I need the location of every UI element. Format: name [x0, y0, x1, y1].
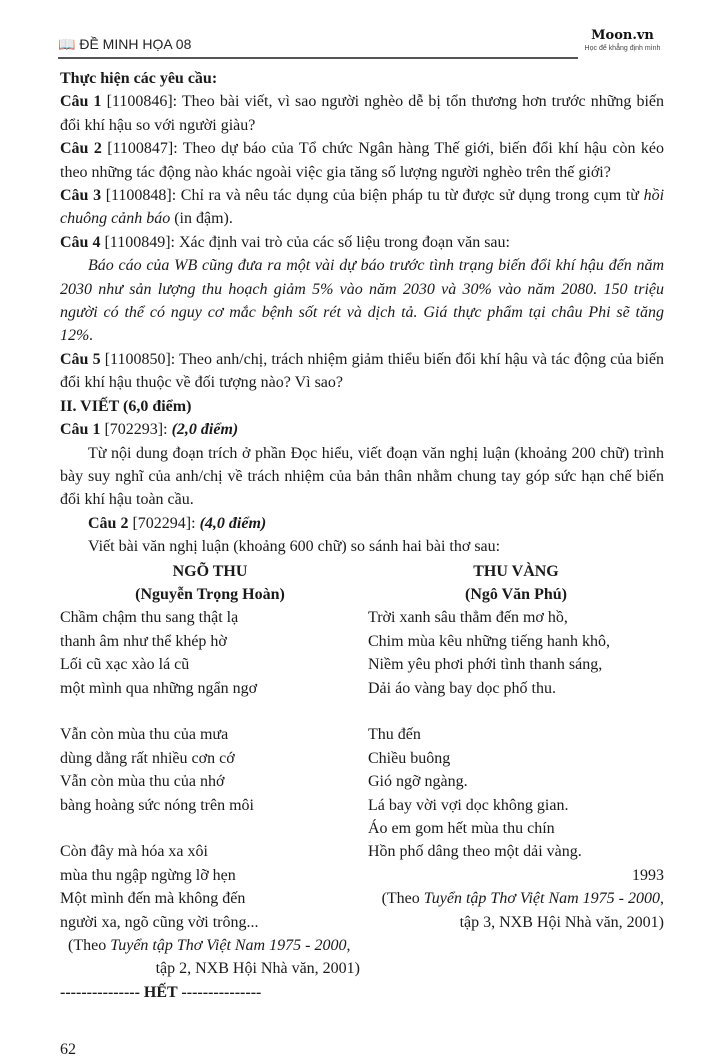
poem-line: Chầm chậm thu sang thật lạ	[60, 609, 239, 627]
poems	[60, 560, 664, 981]
page-number: 62	[60, 1041, 76, 1059]
moon-logo	[580, 28, 665, 52]
poem-line: Niềm yêu phơi phới tình thanh sáng,	[368, 656, 603, 674]
poem-line: Gió ngỡ ngàng.	[368, 773, 468, 791]
question-4: Câu 4 [1100849]: Xác định vai trò của các số liệu trong đoạn văn sau:	[60, 233, 510, 251]
poem-source-line2: tập 2, NXB Hội Nhà văn, 2001)	[155, 960, 360, 978]
poem-year: 1993	[632, 866, 664, 884]
poem-line: Trời xanh sâu thẳm đến mơ hồ,	[368, 609, 568, 627]
end-mark: --------------- HẾT ---------------	[60, 983, 262, 1001]
poem-source: (Theo Tuyển tập Thơ Việt Nam 1975 - 2000,	[68, 937, 351, 954]
poem-source: (Theo Tuyển tập Thơ Việt Nam 1975 - 2000,	[381, 890, 664, 908]
poem-line: Vẫn còn mùa thu của nhớ	[60, 773, 225, 791]
poem-line: Hồn phố dâng theo một dải vàng.	[368, 843, 582, 861]
poem-line: Chim mùa kêu những tiếng hanh khô,	[368, 632, 610, 650]
writing-heading: II. VIẾT (6,0 điểm)	[60, 397, 192, 415]
writing-q1-title: Câu 1 [702293]: (2,0 điểm)	[60, 421, 239, 439]
poem-line: Lá bay vời vợi dọc không gian.	[368, 796, 569, 814]
stanza-gap	[60, 817, 360, 840]
header-divider	[58, 57, 578, 59]
poem-line: mùa thu ngập ngừng lỡ hẹn	[60, 866, 236, 884]
poem-line: Chiều buông	[368, 749, 451, 767]
poem-line: Còn đây mà hóa xa xôi	[60, 843, 208, 861]
poem-title: THU VÀNG	[473, 562, 559, 580]
poem-line: Áo em gom hết mùa thu chín	[368, 819, 555, 837]
exam-title-text: ĐỀ MINH HỌA 08	[79, 36, 192, 52]
writing-q2-text: Viết bài văn nghị luận (khoảng 600 chữ) so sánh hai bài thơ sau:	[88, 538, 501, 556]
poem-line: Dải áo vàng bay dọc phố thu.	[368, 679, 556, 697]
logo-tagline: Học để khẳng định mình	[584, 45, 661, 52]
poem-line: một mình qua những ngẩn ngơ	[60, 679, 258, 697]
poem-source-line2: tập 3, NXB Hội Nhà văn, 2001)	[459, 913, 664, 931]
poem-title: NGÕ THU	[172, 562, 248, 580]
question-3: Câu 3 [1100848]: Chỉ ra và nêu tác dụng của biện pháp tu từ được sử dụng trong cụm từ hồi chuông cảnh báo (in đậm).	[60, 187, 665, 228]
writing-q1-text: Từ nội dung đoạn trích ở phần Đọc hiểu, viết đoạn văn nghị luận (khoảng 200 chữ) trình bày suy nghĩ của anh/chị về trách nhiệm của bản thân nhằm chung tay góp sức hạn chế biến đổi khí hậu toàn cầu.	[60, 444, 664, 509]
poem-ngo-thu	[60, 560, 360, 981]
logo-brand: Moon.vn	[591, 28, 654, 43]
book-icon: 📖	[58, 36, 76, 52]
poem-line: Thu đến	[368, 726, 421, 744]
section-intro: Thực hiện các yêu cầu:	[60, 70, 218, 87]
poem-line: thanh âm như thể khép hờ	[60, 632, 227, 650]
page-header	[58, 30, 573, 56]
poem-thu-vang	[368, 560, 664, 934]
poem-author: (Ngô Văn Phú)	[465, 585, 567, 603]
question-2: Câu 2 [1100847]: Theo dự báo của Tổ chức Ngân hàng Thế giới, biến đổi khí hậu còn kéo theo những tác động nào khác ngoài việc gia tăng số lượng người nghèo trên thế giới?	[60, 140, 664, 181]
poem-line: người xa, ngõ cũng vời trông...	[60, 913, 259, 931]
poem-author: (Nguyễn Trọng Hoàn)	[135, 585, 285, 603]
poem-line: Một mình đến mà không đến	[60, 890, 246, 908]
question-5: Câu 5 [1100850]: Theo anh/chị, trách nhiệm giảm thiểu biến đổi khí hậu và tác động của biến đổi khí hậu thuộc về đối tượng nào? Vì sao?	[60, 350, 664, 392]
poem-line: dùng dằng rất nhiều cơn cớ	[60, 749, 235, 767]
page-content	[60, 67, 664, 1062]
stanza-gap	[60, 700, 360, 723]
writing-q2-title: Câu 2 [702294]: (4,0 điểm)	[88, 514, 267, 532]
quote-passage: Báo cáo của WB cũng đưa ra một vài dự báo trước tình trạng biến đổi khí hậu đến năm 2030 như sản lượng thu hoạch giảm 5% vào năm 2030 và 30% vào năm 2080. 150 triệu người có thể có nguy cơ mắc bệnh sốt rét và dịch tả. Giá thực phẩm tại châu Phi sẽ tăng 12%.	[60, 257, 664, 345]
exam-title	[58, 36, 191, 53]
question-1: Câu 1 [1100846]: Theo bài viết, vì sao người nghèo dễ bị tổn thương hơn trước những biến đổi khí hậu so với người giàu?	[60, 93, 665, 134]
stanza-gap	[368, 700, 664, 723]
poem-line: Vẫn còn mùa thu của mưa	[60, 726, 229, 744]
poem-line: bàng hoàng sức nóng trên môi	[60, 796, 254, 814]
poem-line: Lối cũ xạc xào lá cũ	[60, 656, 190, 674]
